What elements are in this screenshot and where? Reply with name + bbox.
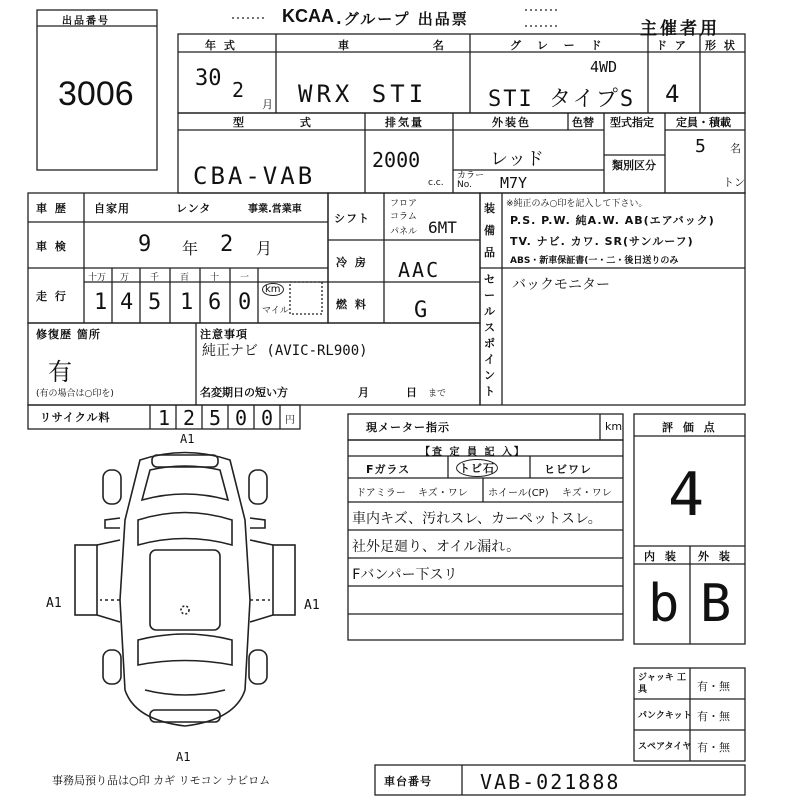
windshield-crack[interactable]: ヒビワレ [544,463,592,476]
expiry-suffix: まで [428,389,447,399]
interior-grade: b [648,574,680,634]
interior-label: 内 装 [644,550,679,563]
type-designation-label: 型式指定 [610,116,654,129]
tool-spare-tire-value[interactable]: 有・無 [697,741,730,754]
mileage-place-10: 十 [210,273,220,283]
damage-mark-left: A1 [46,596,62,611]
equipment-note: ※純正のみ○印を記入して下さい。 [506,199,648,209]
repair-note: (有の場合は○印を) [36,389,114,399]
inspection-month-unit: 月 [256,239,273,258]
shift-value: 6MT [428,218,457,237]
capacity-value: 5 [695,136,706,157]
tool-jack-label: ジャッキ 工 具 [638,673,686,695]
ac-value: AAC [398,258,441,282]
form-title: .グループ 出品票 [336,10,469,28]
inspection-month: 2 [220,232,234,257]
inspection-year: 9 [138,232,152,257]
expiry-month: 月 [358,386,371,399]
color-number-label: カラー No. [457,171,485,190]
recycle-unit: 円 [285,415,295,426]
windshield-label: Fガラス [366,463,411,476]
repair-value: 有 [48,358,72,386]
fuel-value: G [414,298,428,323]
inspector-note-1: 車内キズ、汚れスレ、カーペットスレ。 [352,511,602,527]
category-label: 類別区分 [612,159,656,172]
lot-number: 3006 [58,75,134,113]
sales-point-label: セールスポイント [484,273,495,398]
mirror-options[interactable]: キズ・ワレ [418,488,468,499]
recycle-digit-2: 2 [183,406,196,430]
displacement-unit: c.c. [428,178,444,188]
exterior-label: 外 装 [698,550,733,563]
office-items-note: 事務局預り品は○印 カギ リモコン ナビロム [52,774,271,787]
chassis-label: 車台番号 [384,775,432,788]
chassis-value: VAB-021888 [480,770,621,794]
mileage-digit-3: 5 [148,290,162,315]
color-change-label: 色替 [572,116,594,129]
year-value: 30 [195,66,222,91]
recycle-digit-5: 0 [261,406,274,430]
wheel-options[interactable]: キズ・ワレ [562,488,612,499]
inspection-year-unit: 年 [182,239,199,258]
mileage-place-100k: 十万 [88,273,107,283]
model-label: 型 式 [233,116,337,129]
mileage-digit-4: 1 [180,290,194,315]
model-value: CBA-VAB [193,162,316,190]
history-rental[interactable]: レンタ [176,202,212,215]
grade-label: グ レ ー ド [510,39,608,52]
inspection-label: 車 検 [36,240,68,253]
mileage-digit-1: 1 [94,290,108,315]
tool-repair-kit-value[interactable]: 有・無 [697,710,730,723]
mileage-place-1k: 千 [150,273,160,283]
expiry-day: 日 [406,386,419,399]
equipment-row-3: ABS・新車保証書(一・二・後日送りのみ [510,256,679,266]
shift-option-column[interactable]: コラム [390,212,417,222]
history-commercial[interactable]: 事業.営業車 [248,204,302,215]
history-label: 車 歴 [36,202,68,215]
repair-label: 修復歴 箇所 [36,328,101,341]
recycle-label: リサイクル料 [40,411,111,424]
host-use-label: 主催者用 [640,19,720,39]
lot-number-label: 出品番号 [62,16,110,27]
caution-value: 純正ナビ (AVIC-RL900) [202,343,368,359]
mileage-digit-5: 6 [208,290,222,315]
car-diagram [75,453,295,727]
mileage-label: 走 行 [36,290,68,303]
car-name-value: WRX STI [298,80,428,108]
recycle-digit-4: 0 [235,406,248,430]
name-change-expiry-label: 名変期日の短い方 [200,386,288,399]
tool-spare-tire-label: スペアタイヤ [638,742,692,752]
month-unit: 月 [262,98,273,111]
door-value: 4 [665,80,680,108]
tool-repair-kit-label: パンクキット [638,711,692,721]
tool-jack-value[interactable]: 有・無 [697,680,730,693]
displacement-value: 2000 [372,148,421,172]
recycle-digit-1: 1 [158,406,171,430]
mileage-place-1: 一 [240,273,250,283]
windshield-chip[interactable]: トビ石 [456,459,498,477]
inspector-header: 【査 定 員 記 入】 [420,447,526,458]
grade-value: STI タイプS [488,87,636,112]
mileage-place-100: 百 [180,273,190,283]
displacement-label: 排気量 [385,116,424,129]
capacity-unit: 名 [730,142,741,155]
color-number-value: M7Y [500,174,528,192]
wheel-label: ホイール(CP) [488,488,549,499]
grade-score: 4 [668,460,705,530]
year-label: 年 式 [205,39,237,52]
equipment-row-2: TV. ナビ. カワ. SR(サンルーフ) [510,235,694,248]
capacity-label: 定員・積載 [676,116,731,129]
mileage-digit-2: 4 [120,290,134,315]
equipment-label: 装備品 [484,202,495,259]
shift-label: シフト [334,212,370,225]
km-unit: km [262,283,284,296]
damage-mark-front: A1 [180,432,195,446]
mile-unit: マイル [262,306,289,316]
mileage-digit-6: 0 [238,290,252,315]
shift-option-floor[interactable]: フロア [390,199,418,209]
car-name-label: 車 名 [338,39,484,52]
load-unit: トン [723,176,745,189]
exterior-grade: B [700,574,732,634]
inspector-note-3: Fバンパー下スリ [352,567,458,583]
meter-label: 現メーター指示 [366,421,450,434]
recycle-digit-3: 5 [209,406,222,430]
month-value: 2 [232,78,245,102]
equipment-row-1: P.S. P.W. 純A.W. AB(エアバック) [510,214,715,227]
shift-option-panel[interactable]: パネル [390,227,418,237]
caution-label: 注意事項 [200,328,248,341]
mileage-place-10k: 万 [120,273,130,283]
grade-drive: 4WD [590,58,618,76]
exterior-color-label: 外装色 [492,116,531,129]
fuel-label: 燃 料 [336,298,368,311]
exterior-color-value: レッド [490,149,544,170]
body-shape-label: 形 状 [705,39,737,52]
damage-mark-right: A1 [304,598,320,613]
meter-unit: km [605,420,623,433]
door-label: ド ア [656,39,688,52]
inspector-note-2: 社外足廻り、オイル漏れ。 [352,539,521,555]
mirror-label: ドアミラー [356,488,406,499]
grade-score-label: 評 価 点 [662,421,718,434]
ac-label: 冷 房 [336,256,368,269]
brand-logo: KCAA [282,6,334,26]
history-private[interactable]: 自家用 [94,202,130,215]
damage-mark-rear: A1 [176,750,191,764]
sales-point-value: バックモニター [512,277,610,293]
